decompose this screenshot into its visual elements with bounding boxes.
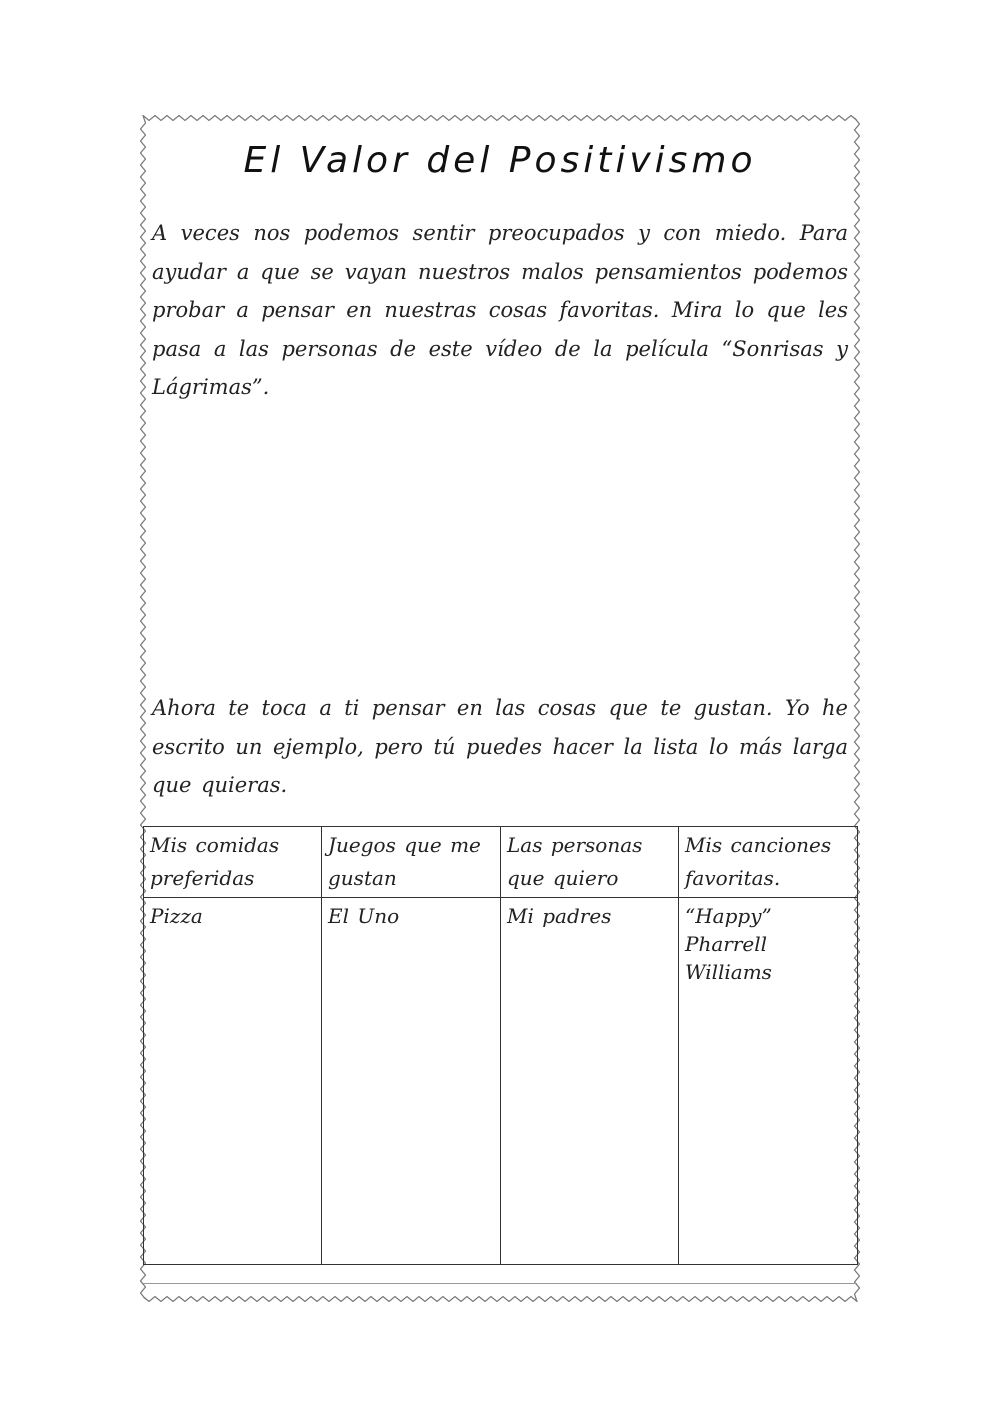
table-row: [144, 898, 858, 1265]
cell-song-entry[interactable]: “Happy” Pharrell Williams: [679, 898, 858, 1265]
bottom-divider: [143, 1283, 857, 1284]
header-favorite-songs: Mis canciones favoritas.: [679, 827, 858, 898]
worksheet-title: El Valor del Positivismo: [243, 140, 757, 181]
header-favorite-games: Juegos que me gustan: [322, 827, 501, 898]
header-loved-people: Las personas que quiero: [501, 827, 679, 898]
favorites-table: [143, 826, 858, 1265]
cell-person-entry[interactable]: Mi padres: [501, 898, 679, 1265]
cell-game-entry[interactable]: El Uno: [322, 898, 501, 1265]
intro-paragraph: A veces nos podemos sentir preocupados y con miedo. Para ayudar a que se vayan nuestros malos pensamientos podemos probar a pensar en nuestras cosas favoritas. Mira lo que les pasa a las personas de este vídeo de la película “Sonrisas y Lágrimas”.: [152, 221, 848, 399]
cell-food-entry[interactable]: Pizza: [144, 898, 322, 1265]
table-header-row: [144, 827, 858, 898]
header-favorite-foods: Mis comidas preferidas: [144, 827, 322, 898]
instructions-paragraph: Ahora te toca a ti pensar en las cosas que te gustan. Yo he escrito un ejemplo, pero tú puedes hacer la lista lo más larga que quieras.: [152, 696, 848, 797]
